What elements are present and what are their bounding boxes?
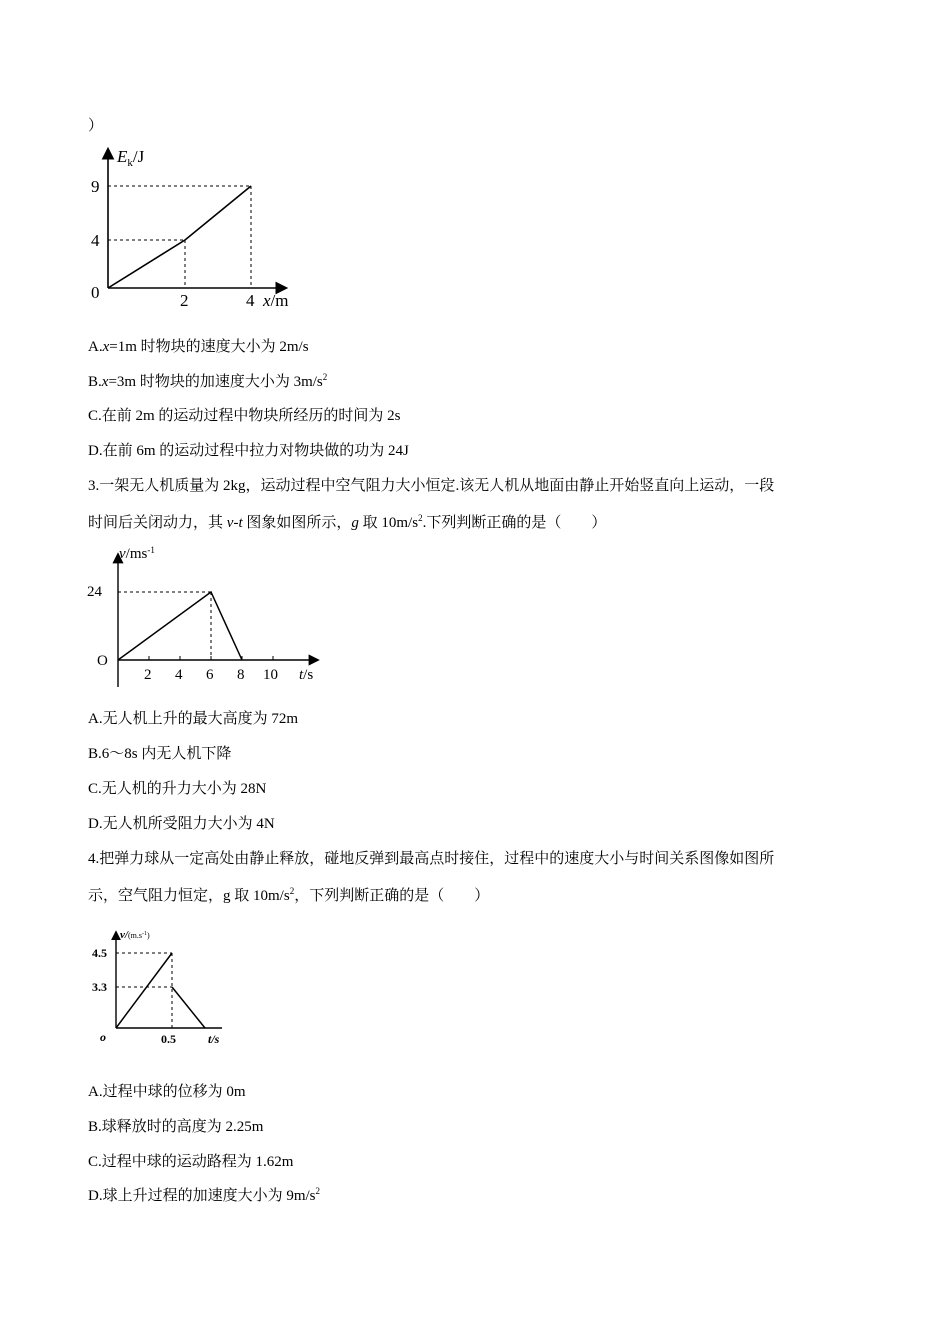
y-axis-label: $E_k/J$ <box>117 147 145 169</box>
vt-graph-ball <box>92 925 242 1050</box>
x-tick-2: 2 <box>180 291 189 310</box>
q4-stem-line1: 4.把弹力球从一定高处由静止释放，碰地反弹到最高点时接住，过程中的速度大小与时间关系图像如图所 <box>88 851 775 867</box>
x-tick-8: 8 <box>237 667 245 683</box>
q3-stem-line2: 时间后关闭动力，其 v-t 图象如图所示，g 取 $10m/s^2$.下列判断正确的是（ ） <box>88 513 607 531</box>
x-tick-10: 10 <box>263 667 278 683</box>
q2-option-c: C.在前 2m 的运动过程中物块所经历的时间为 2s <box>88 408 401 424</box>
q3-option-c: C.无人机的升力大小为 28N <box>88 781 267 797</box>
velocity-curve-rise <box>172 987 205 1028</box>
q4-option-c: C.过程中球的运动路程为 1.62m <box>88 1154 294 1170</box>
x-tick-2: 2 <box>144 667 152 683</box>
y-tick-4.5: 4.5 <box>92 946 107 960</box>
q3-stem-line1: 3.一架无人机质量为 2kg，运动过程中空气阻力大小恒定.该无人机从地面由静止开始竖直向上运动，一段 <box>88 478 775 494</box>
velocity-curve <box>118 592 242 660</box>
origin-label: 0 <box>91 283 100 302</box>
y-tick-9: 9 <box>91 177 100 196</box>
y-tick-4: 4 <box>91 231 100 250</box>
y-tick-3.3: 3.3 <box>92 980 107 994</box>
y-axis-label: $v/ms^{-1}$ <box>119 545 155 562</box>
x-axis-label: t/s <box>208 1032 220 1046</box>
q2-option-d: D.在前 6m 的运动过程中拉力对物块做的功为 24J <box>88 443 409 459</box>
q3-option-a: A.无人机上升的最大高度为 72m <box>88 711 299 727</box>
q3-option-d: D.无人机所受阻力大小为 4N <box>88 816 275 832</box>
q4-option-b: B.球释放时的高度为 2.25m <box>88 1119 264 1135</box>
vt-graph-drone <box>85 545 330 690</box>
q2-option-a: A.x=1m 时物块的速度大小为 2m/s <box>88 339 309 355</box>
origin-label: o <box>100 1030 106 1044</box>
ek-curve <box>108 186 251 288</box>
q4-option-d: D.球上升过程的加速度大小为 $9m/s^2$ <box>88 1186 321 1204</box>
x-tick-4: 4 <box>175 667 183 683</box>
y-axis-label: $v/(m.s^{-1}_)$ <box>120 929 150 941</box>
q2-option-b: B.x=3m 时物块的加速度大小为 $3m/s^2$ <box>88 372 328 390</box>
x-tick-6: 6 <box>206 667 214 683</box>
origin-label: O <box>97 653 108 669</box>
q4-stem-line2: 示，空气阻力恒定，g 取 $10m/s^2$，下列判断正确的是（ ） <box>88 886 490 904</box>
q3-option-b: B.6～8s 内无人机下降 <box>88 746 232 762</box>
velocity-curve-fall <box>116 953 172 1028</box>
y-tick-24: 24 <box>87 584 102 600</box>
ek-x-graph <box>85 140 305 310</box>
previous-question-fragment: ） <box>88 118 104 134</box>
x-tick-0.5: 0.5 <box>161 1032 176 1046</box>
q4-option-a: A.过程中球的位移为 0m <box>88 1084 246 1100</box>
x-axis-label: t/s <box>299 667 314 683</box>
x-tick-4: 4 <box>246 291 255 310</box>
x-axis-label: x/m <box>263 291 289 310</box>
